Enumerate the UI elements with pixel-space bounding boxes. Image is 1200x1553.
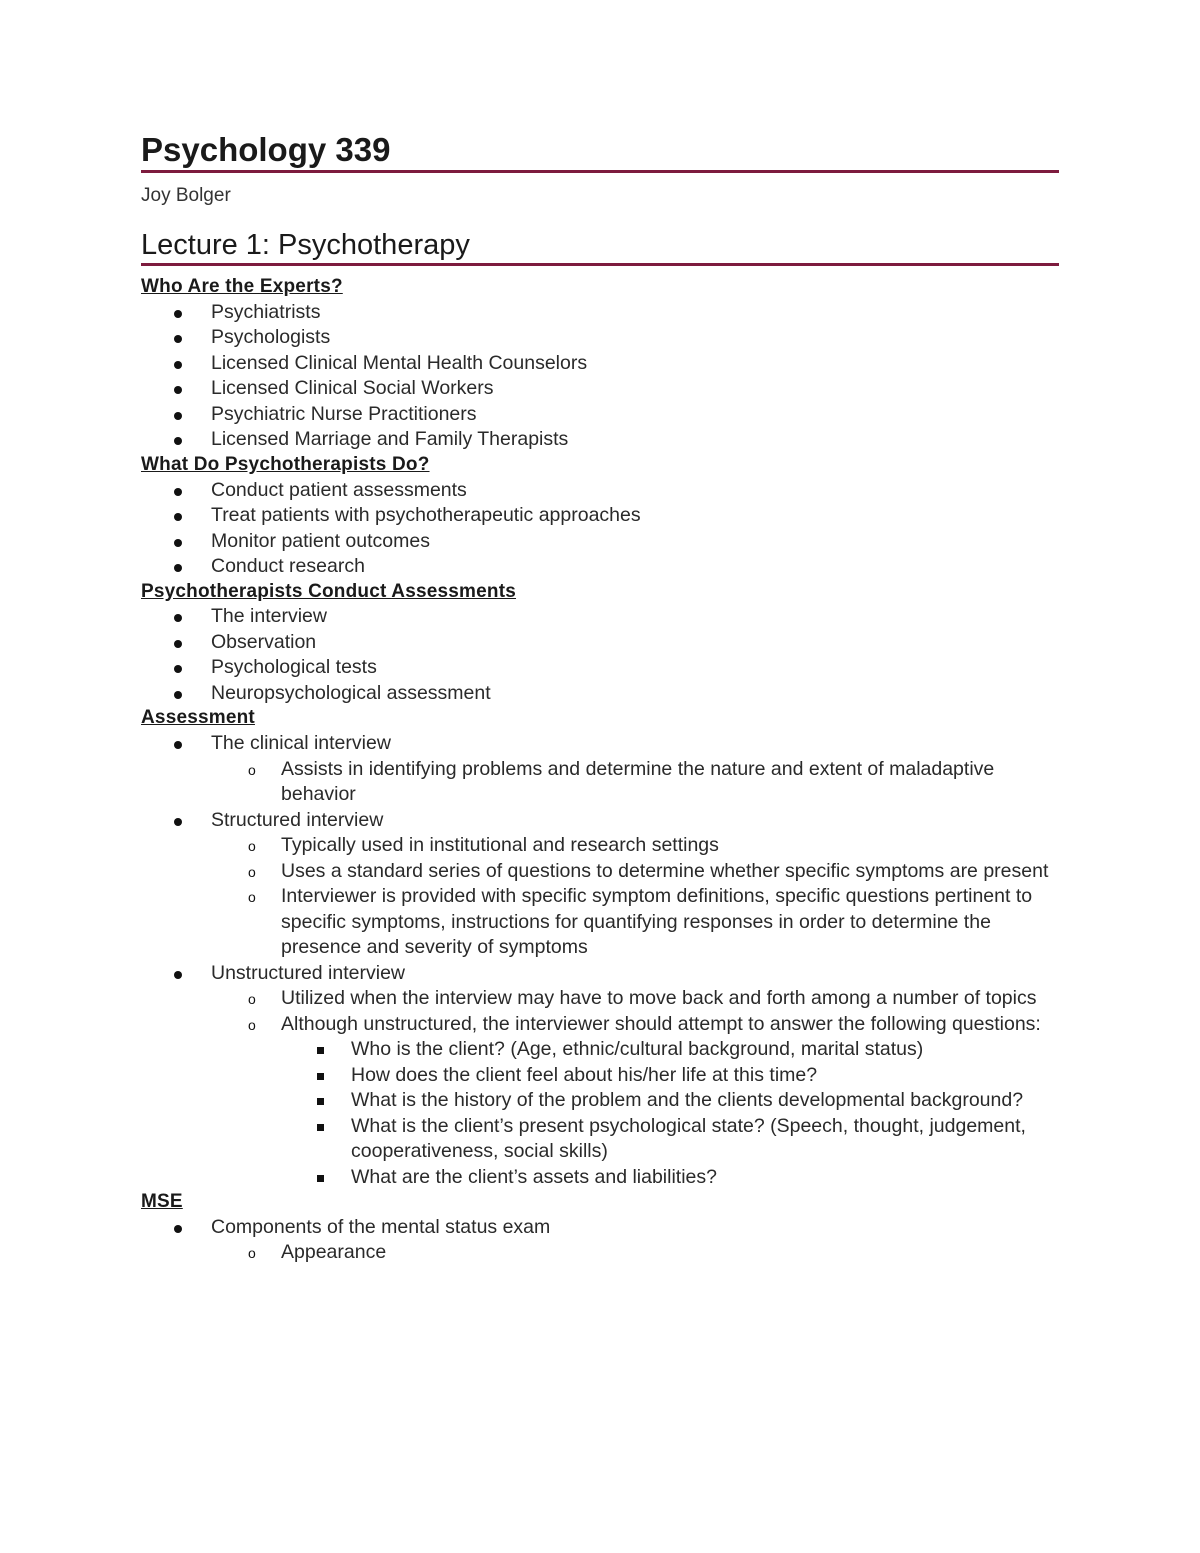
list-item: Components of the mental status exam o Appearance [141,1215,1059,1266]
notes-content [141,275,1059,1266]
sub-list-item: o Appearance [211,1240,1059,1266]
list-item: Conduct patient assessments [211,478,467,501]
section-heading: What Do Psychotherapists Do? [141,453,430,475]
list-item: Unstructured interview o Utilized when the interview may have to move back and forth among a number of topics o Although unstructured, the interviewer should attempt to answer the following questions: Who is the client? (Age, ethnic/cultural background, marital status) How does the client feel about his/her life at this time? What is the history of the problem and the clients developmental background? What is the client’s present psychological state? (Speech, thought, judgement, cooperativeness, social skills) What are the client’s assets and liabilities? [141,961,1059,1191]
lecture-title: Lecture 1: Psychotherapy [141,229,470,261]
sub-list [211,1240,1059,1266]
sub-list [211,833,1059,961]
section-psychotherapists-conduct-assessments [141,580,1059,707]
sub-list-item: o Typically used in institutional and research settings [211,833,1059,859]
section-assessment [141,706,1059,1190]
sub-list-item: o Although unstructured, the interviewer should attempt to answer the following questions: Who is the client? (Age, ethnic/cultural background, marital status) How does the client feel about his/her life at this time? What is the history of the problem and the clients developmental background? What is the client’s present psychological state? (Speech, thought, judgement, cooperativeness, social skills) What are the client’s assets and liabilities? [211,1012,1059,1191]
list-item: Licensed Marriage and Family Therapists [211,428,569,451]
list-item: Licensed Clinical Mental Health Counselors [211,351,588,374]
sub-list [211,986,1059,1190]
circle-bullet-icon: o [248,889,256,906]
list-item: Structured interview o Typically used in institutional and research settings o Uses a standard series of questions to determine whether specific symptoms are present o Interviewer is provided with specific symptom definitions, specific questions pertinent to specific symptoms, instructions for quantifying responses in order to determine the presence and severity of symptoms [141,808,1059,961]
list-item: Conduct research [211,555,365,578]
bullet-list [141,1215,1059,1266]
bullet-list [141,731,1059,1190]
list-item: The interview [211,605,327,628]
section-mse [141,1190,1059,1266]
sub-sub-list-item: Who is the client? (Age, ethnic/cultural background, marital status) [351,1038,924,1061]
sub-sub-list [281,1037,1059,1190]
section-heading: Who Are the Experts? [141,276,343,297]
list-item: Observation [211,630,317,653]
bullet-list [141,604,1059,706]
circle-bullet-icon: o [248,838,256,855]
circle-bullet-icon: o [248,863,256,880]
sub-list [211,757,1059,808]
sub-sub-list-item: What is the history of the problem and the clients developmental background? [351,1089,1024,1112]
circle-bullet-icon: o [248,1016,256,1033]
sub-list-item: o Utilized when the interview may have to move back and forth among a number of topics [211,986,1059,1012]
sub-list-item: o Interviewer is provided with specific symptom definitions, specific questions pertinent to specific symptoms, instructions for quantifying responses in order to determine the presence and severity of symptoms [248,885,1033,959]
circle-bullet-icon: o [248,1245,256,1262]
section-heading: Assessment [141,707,255,729]
section-heading: Psychotherapists Conduct Assessments [141,580,517,602]
sub-list-item: o Assists in identifying problems and determine the nature and extent of maladaptive behavior [248,757,995,806]
circle-bullet-icon: o [248,991,256,1008]
document-title: Psychology 339 [141,131,391,168]
list-item: Neuropsychological assessment [211,681,491,704]
section-who-are-the-experts [141,275,1059,453]
circle-bullet-icon: o [248,761,256,778]
list-item: The clinical interview o Assists in identifying problems and determine the nature and extent of maladaptive behavior [141,731,1059,808]
author-name: Joy Bolger [141,185,231,206]
list-item: Psychologists [211,326,331,349]
section-what-do-psychotherapists-do [141,453,1059,580]
lecture-rule [141,263,1059,266]
list-item: Treat patients with psychotherapeutic approaches [211,504,641,527]
bullet-list [141,300,1059,453]
list-item: Psychological tests [211,656,377,679]
sub-list-item: o Uses a standard series of questions to determine whether specific symptoms are present [211,859,1059,885]
bullet-list [141,478,1059,580]
sub-sub-list-item: How does the client feel about his/her life at this time? [351,1063,818,1086]
list-item: Licensed Clinical Social Workers [211,377,494,400]
list-item: Psychiatrists [211,300,321,323]
title-rule [141,170,1059,173]
sub-sub-list-item: What is the client’s present psychological state? (Speech, thought, judgement, cooperativeness, social skills) [351,1114,1026,1163]
sub-sub-list-item: What are the client’s assets and liabilities? [351,1165,717,1188]
section-heading: MSE [141,1191,183,1213]
list-item: Psychiatric Nurse Practitioners [211,402,477,425]
list-item: Monitor patient outcomes [211,529,430,552]
